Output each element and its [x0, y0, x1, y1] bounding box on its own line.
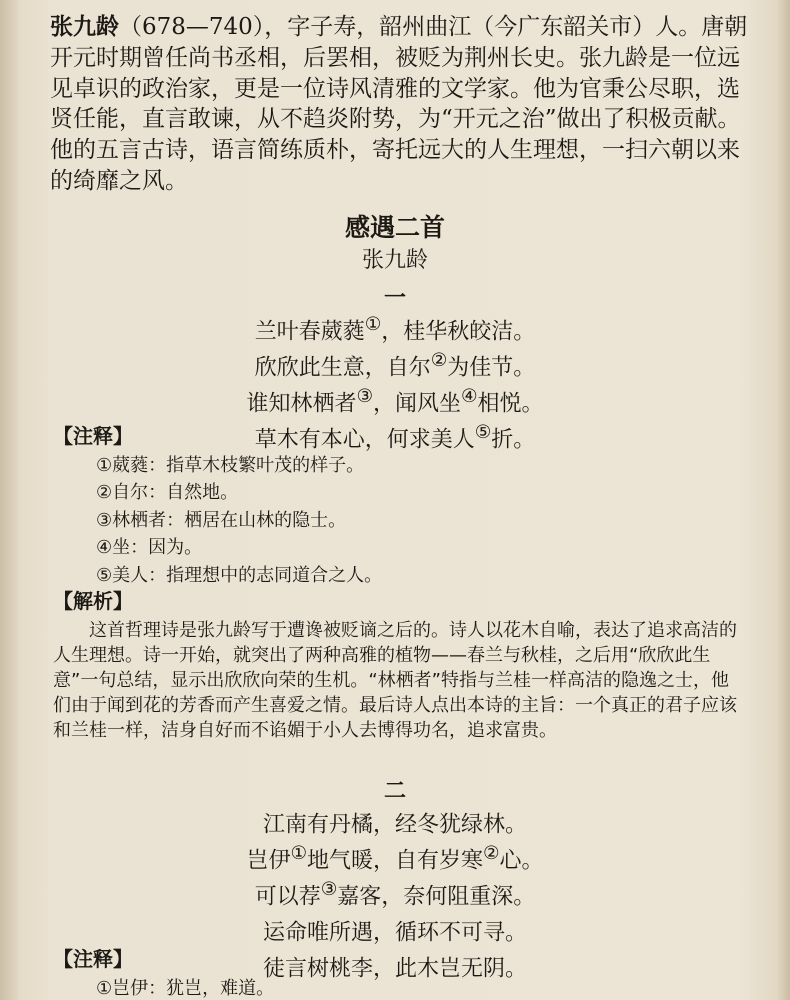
note-item: ①葳蕤：指草木枝繁叶茂的样子。: [96, 455, 365, 476]
poem-author: 张九龄: [361, 248, 428, 273]
footnote-marker: ④: [461, 385, 478, 407]
author-name: 张九龄: [50, 14, 119, 40]
poem-line: 谁知林栖者③，闻风坐④相悦。: [246, 385, 544, 417]
poem-line: 徒言树桃李，此木岂无阴。: [262, 956, 527, 982]
note-item: ⑤美人：指理想中的志同道合之人。: [96, 564, 383, 586]
notes-list: [96, 975, 274, 1000]
footnote-marker: ②: [430, 349, 448, 371]
poem-line: 兰叶春葳蕤①，桂华秋皎洁。: [254, 314, 536, 345]
author-bio: [50, 12, 750, 197]
note-item: ④坐：因为。: [96, 537, 203, 559]
poem-line: 可以荐③嘉客，奈何阻重深。: [254, 878, 536, 910]
notes-heading: 【注释】: [53, 424, 133, 448]
footnote-marker: ②: [483, 842, 500, 864]
poem-line: 岂伊①地气暖，自有岁寒②心。: [246, 842, 544, 874]
poem-line: 草木有本心，何求美人⑤折。: [254, 421, 536, 453]
footnote-marker: ①: [290, 842, 307, 864]
poem-line: 欣欣此生意，自尔②为佳节。: [254, 349, 536, 381]
notes-heading: 【注释】: [53, 947, 133, 971]
footnote-marker: ③: [356, 385, 373, 407]
analysis-heading: 【解析】: [53, 589, 133, 613]
author-bio-text: （678—740），字子寿，韶州曲江（今广东韶关市）人。唐朝开元时期曾任尚书丞相，后罢相，被贬为荆州长史。张九龄是一位远见卓识的政治家，更是一位诗风清雅的文学家。他为官秉公尽职，选贤任能，直言敢谏，从不趋炎附势，为“开元之治”做出了积极贡献。他的五言古诗，语言简练质朴，寄托远大的人生理想，一扫六朝以来的绮靡之风。: [50, 14, 748, 194]
poem-line: 江南有丹橘，经冬犹绿林。: [262, 812, 527, 838]
footnote-marker: ⑤: [474, 421, 492, 443]
note-item: ③林栖者：栖居在山林的隐士。: [96, 509, 347, 531]
note-item: ①岂伊：犹岂，难道。: [96, 978, 275, 999]
note-item: ②自尔：自然地。: [96, 482, 239, 504]
poem-title: 感遇二首: [344, 213, 445, 242]
analysis-text: 这首哲理诗是张九龄写于遭谗被贬谪之后的。诗人以花木自喻，表达了追求高洁的人生理想。诗一开始，就突出了两种高雅的植物——春兰与秋桂，之后用“欣欣此生意”一句总结，显示出欣欣向荣的生机。“林栖者”特指与兰桂一样高洁的隐逸之士，他们由于闻到花的芳香而产生喜爱之情。最后诗人点出本诗的主旨：一个真正的君子应该和兰桂一样，洁身自好而不谄媚于小人去博得功名，追求富贵。: [53, 620, 737, 741]
poem-line: 运命唯所遇，循环不可寻。: [262, 920, 527, 946]
poem-part-number: 一: [383, 285, 406, 311]
footnote-marker: ①: [364, 314, 382, 335]
footnote-marker: ③: [320, 878, 338, 900]
notes-list: [96, 452, 382, 589]
poem-part-number: 二: [383, 778, 406, 804]
